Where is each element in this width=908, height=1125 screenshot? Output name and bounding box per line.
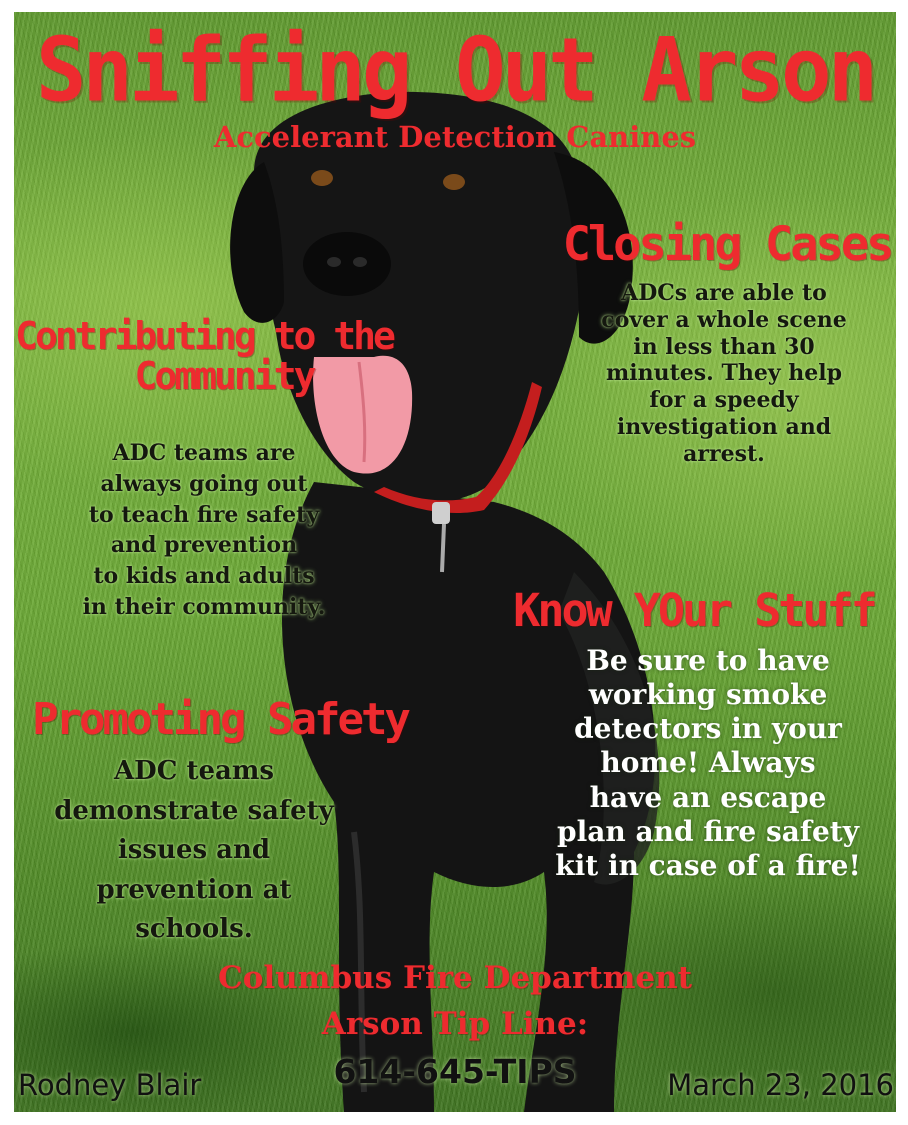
text-line: and prevention xyxy=(110,532,298,559)
community-heading-line: Community xyxy=(134,353,314,398)
text-line: detectors in your xyxy=(574,712,842,746)
know-your-stuff-heading: Know YOur Stuff xyxy=(513,584,875,637)
text-line: for a speedy xyxy=(649,387,799,414)
text-line: issues and xyxy=(117,835,271,866)
tip-line-phone: 614-645-TIPS xyxy=(333,1052,577,1091)
text-line: ADCs are able to xyxy=(621,280,827,306)
text-line: kit in case of a fire! xyxy=(555,848,861,882)
text-line: Be sure to have xyxy=(586,644,830,677)
text-line: demonstrate safety xyxy=(54,795,334,826)
text-line: investigation and xyxy=(616,414,832,441)
text-line: ADC teams xyxy=(113,756,274,786)
text-line: schools. xyxy=(135,914,253,945)
text-line: arrest. xyxy=(683,440,765,467)
dog-right-eye xyxy=(443,174,465,190)
community-text xyxy=(54,438,354,623)
text-line: have an escape xyxy=(589,780,827,814)
know-your-stuff-text xyxy=(540,644,876,883)
poster-subtitle: Accelerant Detection Canines xyxy=(213,120,697,154)
poster-title: Sniffing Out Arson xyxy=(35,18,875,122)
promoting-safety-text xyxy=(34,752,354,950)
tip-line-label: Arson Tip Line: xyxy=(321,1006,589,1042)
promoting-safety-heading: Promoting Safety xyxy=(32,694,408,745)
text-line: plan and fire safety xyxy=(557,814,859,848)
text-line: ADC teams are xyxy=(112,440,296,466)
text-line: in their community. xyxy=(82,593,326,620)
author-name: Rodney Blair xyxy=(18,1068,202,1102)
dog-nose xyxy=(303,232,391,296)
text-line: prevention at xyxy=(96,874,292,905)
closing-cases-text xyxy=(574,280,874,468)
text-line: working smoke xyxy=(588,678,828,712)
community-heading-line: Contributing to the xyxy=(15,314,393,358)
poster-date: March 23, 2016 xyxy=(667,1068,894,1102)
dog-left-eye xyxy=(311,170,333,186)
text-line: in less than 30 xyxy=(633,333,815,360)
text-line: to teach fire safety xyxy=(88,501,320,528)
text-line: home! Always xyxy=(600,746,816,780)
text-line: minutes. They help xyxy=(605,360,843,387)
text-line: to kids and adults xyxy=(93,563,315,590)
text-line: always going out xyxy=(100,470,308,497)
community-heading xyxy=(14,314,394,398)
flyer-poster xyxy=(14,12,896,1112)
closing-cases-heading: Closing Cases xyxy=(562,217,892,272)
department-name: Columbus Fire Department xyxy=(218,960,692,996)
text-line: cover a whole scene xyxy=(601,306,847,333)
